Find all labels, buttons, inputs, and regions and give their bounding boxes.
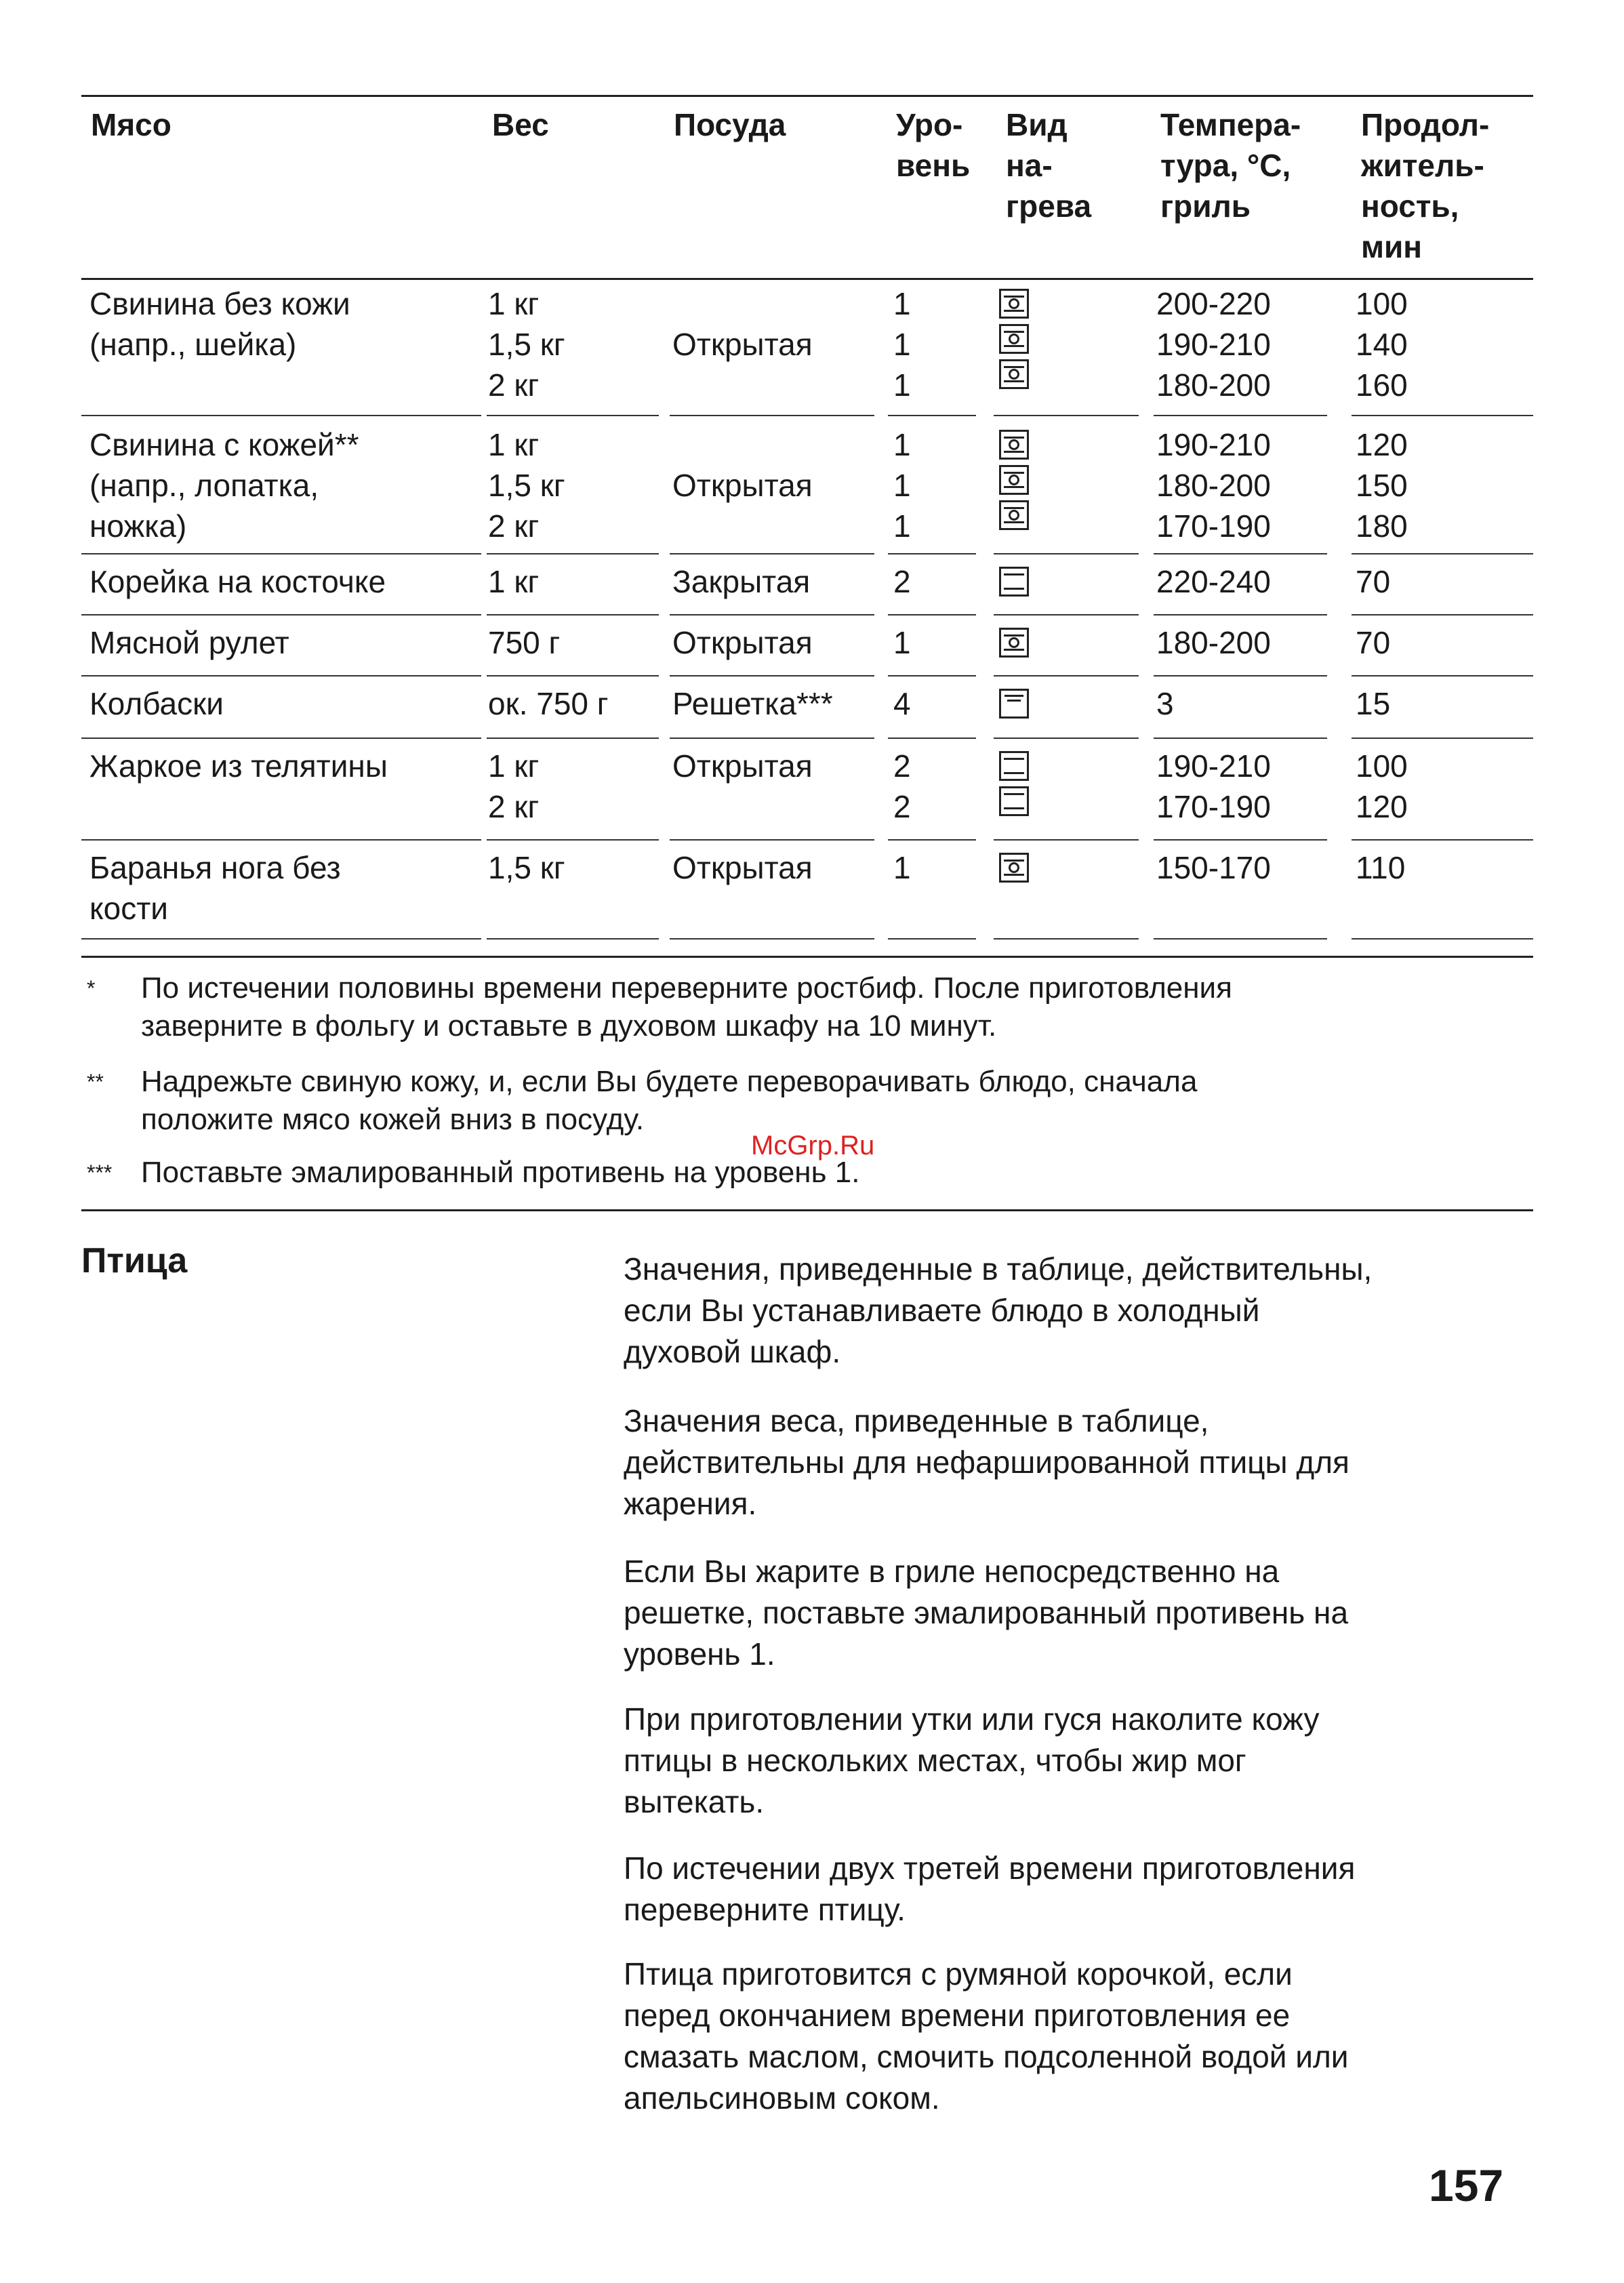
fan-icon: [999, 324, 1029, 354]
row-rule: [994, 415, 1139, 416]
footnote-text: Надрежьте свиную кожу, и, если Вы будете переворачивать блюдо, сначала положите мясо кожей вниз в посуду.: [141, 1065, 1198, 1136]
heat-type-icons: [999, 683, 1040, 724]
row-rule: [1154, 553, 1327, 554]
row-rule: [670, 415, 874, 416]
heat-type-icons: [999, 283, 1040, 395]
cell-level: 1 1 1: [893, 427, 911, 544]
row-rule: [994, 738, 1139, 739]
cell-duration: 70: [1356, 625, 1391, 660]
header-temperature: Темпера- тура, °C, гриль: [1160, 107, 1301, 224]
row-rule: [888, 415, 976, 416]
fan-icon: [999, 853, 1029, 883]
cell-temp: 3: [1156, 686, 1174, 721]
cell-meat: Жаркое из телятины: [89, 748, 388, 784]
footnote-mark: *: [87, 976, 96, 1001]
poultry-paragraph: При приготовлении утки или гуся наколите кожу птицы в нескольких местах, чтобы жир мог вытекать.: [624, 1701, 1320, 1819]
cell-temp: 190-210 180-200 170-190: [1156, 427, 1271, 544]
header-weight: Вес: [492, 107, 549, 142]
heat-type-icons: [999, 561, 1040, 602]
cell-level: 1 1 1: [893, 286, 911, 403]
header-duration: Продол- житель- ность, мин: [1361, 107, 1490, 264]
top-bottom-heat-icon: [999, 567, 1029, 597]
fan-icon: [999, 359, 1029, 389]
cell-temp: 180-200: [1156, 625, 1271, 660]
row-rule: [81, 415, 481, 416]
cell-weight: 1 кг 1,5 кг 2 кг: [488, 427, 565, 544]
row-rule: [1154, 839, 1327, 841]
row-rule: [81, 839, 481, 841]
row-rule: [1352, 938, 1533, 940]
row-rule: [670, 675, 874, 676]
cell-duration: 120 150 180: [1356, 427, 1408, 544]
cell-duration: 110: [1356, 850, 1406, 885]
row-rule: [670, 553, 874, 554]
row-rule: [994, 614, 1139, 615]
row-rule: [1352, 614, 1533, 615]
poultry-paragraph: По истечении двух третей времени приготовления переверните птицу.: [624, 1851, 1356, 1927]
cell-dish: Открытая: [672, 748, 813, 784]
cell-duration: 100 120: [1356, 748, 1408, 824]
row-rule: [888, 839, 976, 841]
row-rule: [1352, 553, 1533, 554]
fan-icon: [999, 628, 1029, 658]
row-rule: [81, 553, 481, 554]
cell-meat: Свинина с кожей** (напр., лопатка, ножка): [89, 427, 359, 544]
row-rule: [487, 553, 659, 554]
cell-meat: Мясной рулет: [89, 625, 289, 660]
cell-level: 2: [893, 564, 911, 599]
row-rule: [1352, 415, 1533, 416]
row-rule: [1352, 675, 1533, 676]
row-rule: [670, 614, 874, 615]
table-row: [81, 847, 1533, 942]
table-row: [81, 561, 1533, 618]
footnotes-bottom-rule: [81, 1209, 1533, 1211]
header-level: Уро- вень: [896, 107, 971, 183]
cell-temp: 190-210 170-190: [1156, 748, 1271, 824]
heat-type-icons: [999, 746, 1040, 822]
watermark: McGrp.Ru: [751, 1131, 875, 1160]
header-meat: Мясо: [91, 107, 171, 142]
header-heat-type: Вид на- грева: [1006, 107, 1092, 224]
cell-dish: Открытая: [672, 625, 813, 660]
cell-meat: Колбаски: [89, 686, 224, 721]
row-rule: [994, 938, 1139, 940]
row-rule: [81, 614, 481, 615]
cell-meat: Баранья нога без кости: [89, 850, 341, 926]
cell-duration: 15: [1356, 686, 1391, 721]
row-rule: [888, 738, 976, 739]
fan-icon: [999, 430, 1029, 460]
heat-type-icons: [999, 424, 1040, 536]
row-rule: [670, 938, 874, 940]
cell-meat: Свинина без кожи (напр., шейка): [89, 286, 350, 362]
cell-temp: 200-220 190-210 180-200: [1156, 286, 1271, 403]
row-rule: [888, 938, 976, 940]
top-bottom-heat-icon: [999, 786, 1029, 816]
poultry-paragraph: Значения, приведенные в таблице, действительны, если Вы устанавливаете блюдо в холодный духовой шкаф.: [624, 1251, 1373, 1369]
row-rule: [888, 553, 976, 554]
cell-duration: 100 140 160: [1356, 286, 1408, 403]
section-title-poultry: Птица: [81, 1241, 188, 1280]
footnote-mark: ***: [87, 1160, 113, 1185]
row-rule: [670, 738, 874, 739]
row-rule: [487, 675, 659, 676]
table-row: [81, 424, 1533, 557]
table-row: [81, 746, 1533, 843]
fan-icon: [999, 500, 1029, 530]
poultry-paragraph: Если Вы жарите в гриле непосредственно на решетке, поставьте эмалированный противень на уровень 1.: [624, 1554, 1349, 1672]
row-rule: [994, 839, 1139, 841]
cell-duration: 70: [1356, 564, 1391, 599]
row-rule: [487, 938, 659, 940]
cell-weight: 750 г: [488, 625, 561, 660]
poultry-paragraph: Значения веса, приведенные в таблице, действительны для нефаршированной птицы для жарения.: [624, 1403, 1349, 1521]
fan-icon: [999, 465, 1029, 495]
row-rule: [81, 675, 481, 676]
cell-weight: 1 кг 1,5 кг 2 кг: [488, 286, 565, 403]
cell-dish: Открытая: [672, 468, 813, 503]
row-rule: [888, 614, 976, 615]
row-rule: [81, 738, 481, 739]
row-rule: [487, 415, 659, 416]
table-row: [81, 622, 1533, 679]
heat-type-icons: [999, 847, 1040, 888]
cell-level: 1: [893, 850, 911, 885]
cell-temp: 150-170: [1156, 850, 1271, 885]
cell-weight: ок. 750 г: [488, 686, 609, 721]
header-dish: Посуда: [674, 107, 786, 142]
row-rule: [487, 839, 659, 841]
heat-type-icons: [999, 622, 1040, 663]
row-rule: [1352, 839, 1533, 841]
fan-icon: [999, 289, 1029, 319]
top-bottom-heat-icon: [999, 751, 1029, 781]
row-rule: [994, 553, 1139, 554]
row-rule: [81, 938, 481, 940]
cell-dish: Открытая: [672, 850, 813, 885]
cell-dish: Закрытая: [672, 564, 811, 599]
row-rule: [487, 738, 659, 739]
footnote-mark: **: [87, 1070, 104, 1094]
cell-dish: Решетка***: [672, 686, 833, 721]
cell-level: 2 2: [893, 748, 911, 824]
row-rule: [670, 839, 874, 841]
cell-weight: 1 кг: [488, 564, 540, 599]
cell-weight: 1 кг 2 кг: [488, 748, 540, 824]
poultry-paragraph: Птица приготовится с румяной корочкой, если перед окончанием времени приготовления ее смазать маслом, смочить подсоленной водой или апельсиновым соком.: [624, 1956, 1349, 2116]
cell-meat: Корейка на косточке: [89, 564, 386, 599]
page-number: 157: [1429, 2160, 1504, 2210]
row-rule: [888, 675, 976, 676]
row-rule: [1154, 675, 1327, 676]
cell-level: 1: [893, 625, 911, 660]
cell-level: 4: [893, 686, 911, 721]
header-rule: [81, 278, 1533, 280]
cell-dish: Открытая: [672, 327, 813, 362]
footnote-text: Поставьте эмалированный противень на уровень 1.: [141, 1156, 860, 1189]
row-rule: [1154, 415, 1327, 416]
row-rule: [1154, 614, 1327, 615]
row-rule: [994, 675, 1139, 676]
row-rule: [1154, 938, 1327, 940]
row-rule: [1154, 738, 1327, 739]
cell-weight: 1,5 кг: [488, 850, 565, 885]
footnotes-top-rule: [81, 956, 1533, 958]
footnote-text: По истечении половины времени переверните ростбиф. После приготовления заверните в фольгу и оставьте в духовом шкафу на 10 минут.: [141, 971, 1232, 1043]
table-row: [81, 283, 1533, 419]
row-rule: [487, 614, 659, 615]
cell-temp: 220-240: [1156, 564, 1271, 599]
table-row: [81, 683, 1533, 742]
grill-icon: [999, 689, 1029, 719]
row-rule: [1352, 738, 1533, 739]
table-header: [81, 95, 1533, 278]
